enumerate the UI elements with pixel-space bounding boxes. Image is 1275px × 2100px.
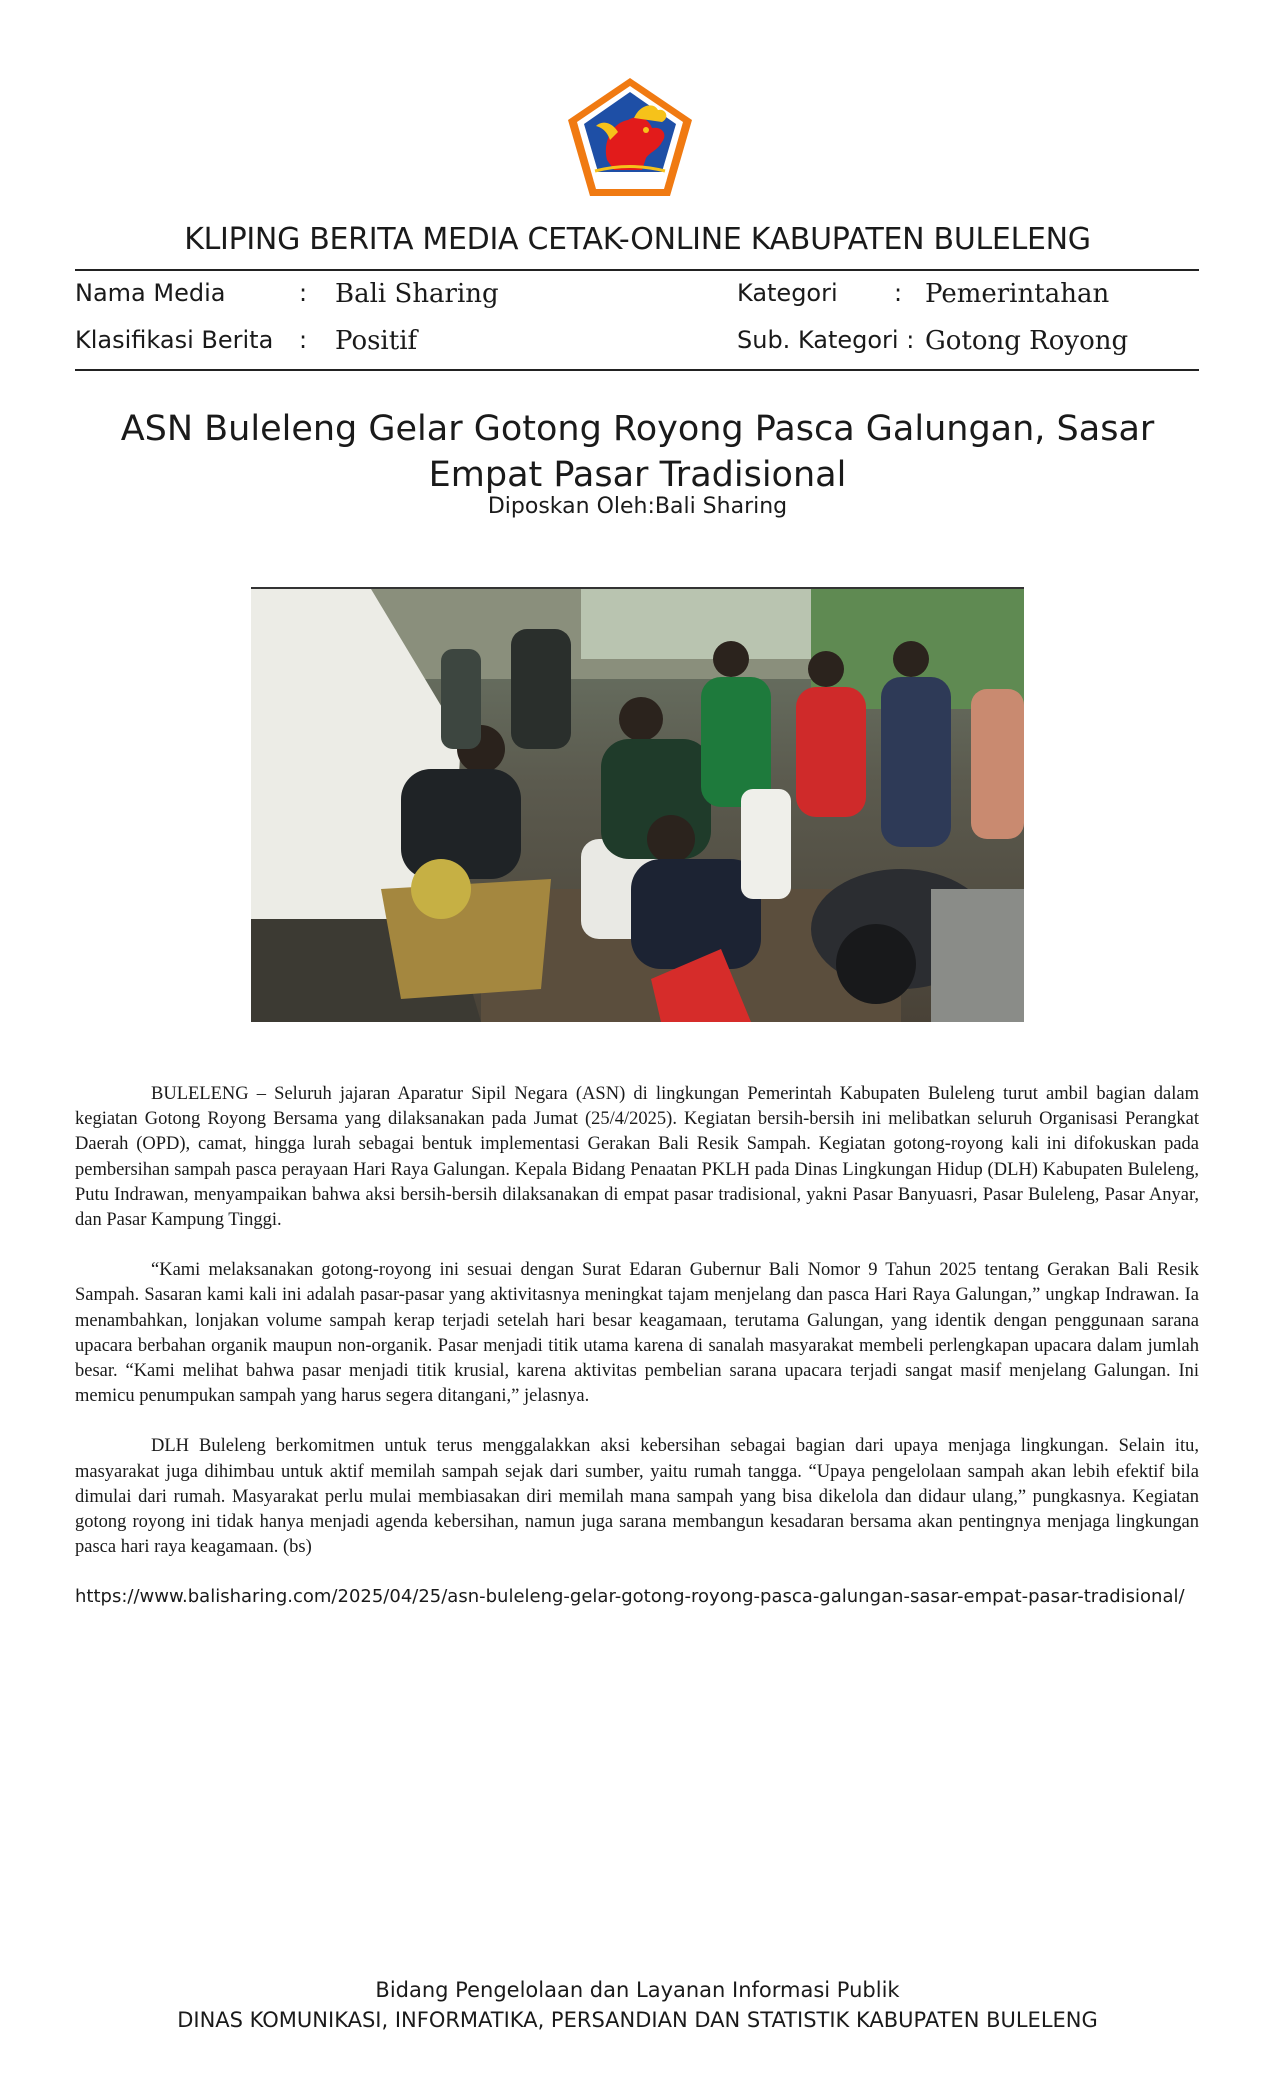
klasifikasi-label: Klasifikasi Berita <box>75 326 274 354</box>
clipping-title: KLIPING BERITA MEDIA CETAK-ONLINE KABUPATEN BULELENG <box>184 222 1091 257</box>
news-photo <box>251 587 1024 1022</box>
media-value: Bali Sharing <box>335 279 499 309</box>
media-label: Nama Media <box>75 279 226 307</box>
article-byline: Diposkan Oleh:Bali Sharing <box>487 494 788 519</box>
footer-department: Bidang Pengelolaan dan Layanan Informasi Publik <box>375 1978 900 2002</box>
article-headline: ASN Buleleng Gelar Gotong Royong Pasca Galungan, Sasar Empat Pasar Tradisional <box>120 409 1155 495</box>
buleleng-crest-logo <box>562 74 698 200</box>
article-source-url[interactable]: https://www.balisharing.com/2025/04/25/asn-buleleng-gelar-gotong-royong-pasca-galungan-sasar-empat-pasar-tradisional/ <box>75 1586 1185 1607</box>
subkategori-value: Gotong Royong <box>925 326 1129 356</box>
kategori-label: Kategori <box>737 279 838 307</box>
article-paragraph: BULELENG – Seluruh jajaran Aparatur Sipil Negara (ASN) di lingkungan Pemerintah Kabupaten Buleleng turut ambil bagian dalam kegiatan Gotong Royong Bersama yang dilaksanakan pada Jumat (25/4/2025). Kegiatan bersih-bersih ini melibatkan seluruh Organisasi Perangkat Daerah (OPD), camat, hingga lurah sebagai bentuk implementasi Gerakan Bali Resik Sampah. Kegiatan gotong-royong kali ini difokuskan pada pembersihan sampah pasca perayaan Hari Raya Galungan. Kepala Bidang Penaatan PKLH pada Dinas Lingkungan Hidup (DLH) Kabupaten Buleleng, Putu Indrawan, menyampaikan bahwa aksi bersih-bersih dilaksanakan di empat pasar tradisional, yakni Pasar Banyuasri, Pasar Buleleng, Pasar Anyar, dan Pasar Kampung Tinggi. <box>75 1084 1199 1231</box>
meta-row-media <box>75 279 1199 315</box>
klasifikasi-colon: : <box>299 326 308 354</box>
article-paragraph: “Kami melaksanakan gotong-royong ini sesuai dengan Surat Edaran Gubernur Bali Nomor 9 Tahun 2025 tentang Gerakan Bali Resik Sampah. Sasaran kami kali ini adalah pasar-pasar yang aktivitasnya meningkat tajam menjelang dan pasca Hari Raya Galungan,” ungkap Indrawan. Ia menambahkan, lonjakan volume sampah kerap terjadi setelah hari besar keagamaan, terutama Galungan, yang identik dengan penggunaan sarana upacara berbahan organik maupun non-organik. Pasar menjadi titik utama karena di sanalah masyarakat membeli perlengkapan upacara dalam jumlah besar. “Kami melihat bahwa pasar menjadi titik krusial, karena aktivitas pembelian sarana upacara terjadi sangat masif menjelang Galungan. Ini memicu penumpukan sampah yang harus segera ditangani,” jelasnya. <box>75 1260 1199 1407</box>
article-body <box>75 1082 1199 1585</box>
subkategori-label: Sub. Kategori : <box>737 326 915 354</box>
article-paragraph: DLH Buleleng berkomitmen untuk terus menggalakkan aksi kebersihan sebagai bagian dari upaya menjaga lingkungan. Selain itu, masyarakat juga dihimbau untuk aktif memilah sampah sejak dari sumber, yaitu rumah tangga. “Upaya pengelolaan sampah akan lebih efektif bila dimulai dari rumah. Masyarakat perlu mulai membiasakan diri memilah mana sampah yang bisa dikelola dan didaur ulang,” pungkasnya. Kegiatan gotong royong ini tidak hanya menjadi agenda kebersihan, namun juga sarana membangun kesadaran bersama akan pentingnya menjaga lingkungan pasca hari raya keagamaan. (bs) <box>75 1436 1199 1558</box>
header-divider-bottom <box>75 369 1199 371</box>
header-divider-top <box>75 269 1199 271</box>
kategori-colon: : <box>894 279 903 307</box>
market-cleanup-photo-icon <box>251 589 1024 1022</box>
footer-agency: DINAS KOMUNIKASI, INFORMATIKA, PERSANDIAN DAN STATISTIK KABUPATEN BULELENG <box>177 2008 1098 2032</box>
crest-icon <box>562 74 698 200</box>
klasifikasi-value: Positif <box>335 326 418 356</box>
kategori-value: Pemerintahan <box>925 279 1110 309</box>
meta-row-klasifikasi <box>75 326 1199 362</box>
media-colon: : <box>299 279 308 307</box>
